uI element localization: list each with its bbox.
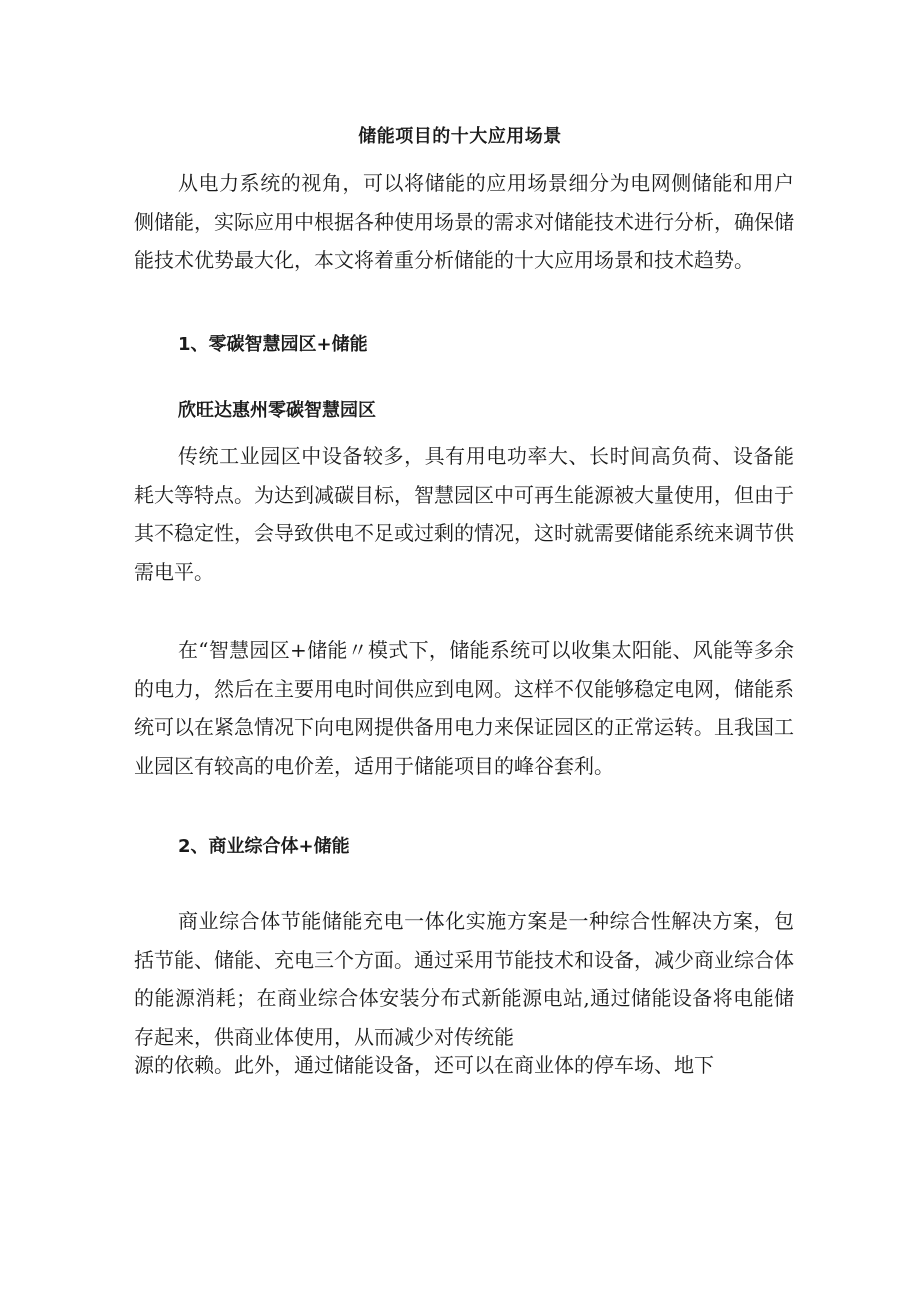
section-2-paragraph-1: 商业综合体节能储能充电一体化实施方案是一种综合性解决方案，包括节能、储能、充电三个方面。通过采用节能技术和设备，减少商业综合体的能源消耗；在商业综合体安装分布式新能源电站,通过储能设备将电能储存起来，供商业体使用，从而减少对传统能 bbox=[134, 909, 794, 1049]
section-2-heading: 2、商业综合体+储能 bbox=[178, 836, 350, 857]
intro-paragraph: 从电力系统的视角，可以将储能的应用场景细分为电网侧储能和用户侧储能，实际应用中根据各种使用场景的需求对储能技术进行分析，确保储能技术优势最大化，本文将着重分析储能的十大应用场景和技术趋势。 bbox=[134, 171, 794, 272]
section-2-paragraph-2: 源的依赖。此外，通过储能设备，还可以在商业体的停车场、地下 bbox=[134, 1053, 714, 1077]
document-title: 储能项目的十大应用场景 bbox=[358, 126, 562, 147]
section-1-subheading: 欣旺达惠州零碳智慧园区 bbox=[178, 400, 376, 421]
section-1-heading: 1、零碳智慧园区+储能 bbox=[178, 334, 368, 355]
section-1-paragraph-2: 在“智慧园区+储能〃模式下，储能系统可以收集太阳能、风能等多余的电力，然后在主要用电时间供应到电网。这样不仅能够稳定电网，储能系统可以在紧急情况下向电网提供备用电力来保证园区的正常运转。且我国工业园区有较高的电价差，适用于储能项目的峰谷套利。 bbox=[134, 638, 794, 778]
section-1-paragraph-1: 传统工业园区中设备较多，具有用电功率大、长时间高负荷、设备能耗大等特点。为达到减碳目标，智慧园区中可再生能源被大量使用，但由于其不稳定性，会导致供电不足或过剩的情况，这时就需要储能系统来调节供需电平。 bbox=[134, 444, 794, 584]
